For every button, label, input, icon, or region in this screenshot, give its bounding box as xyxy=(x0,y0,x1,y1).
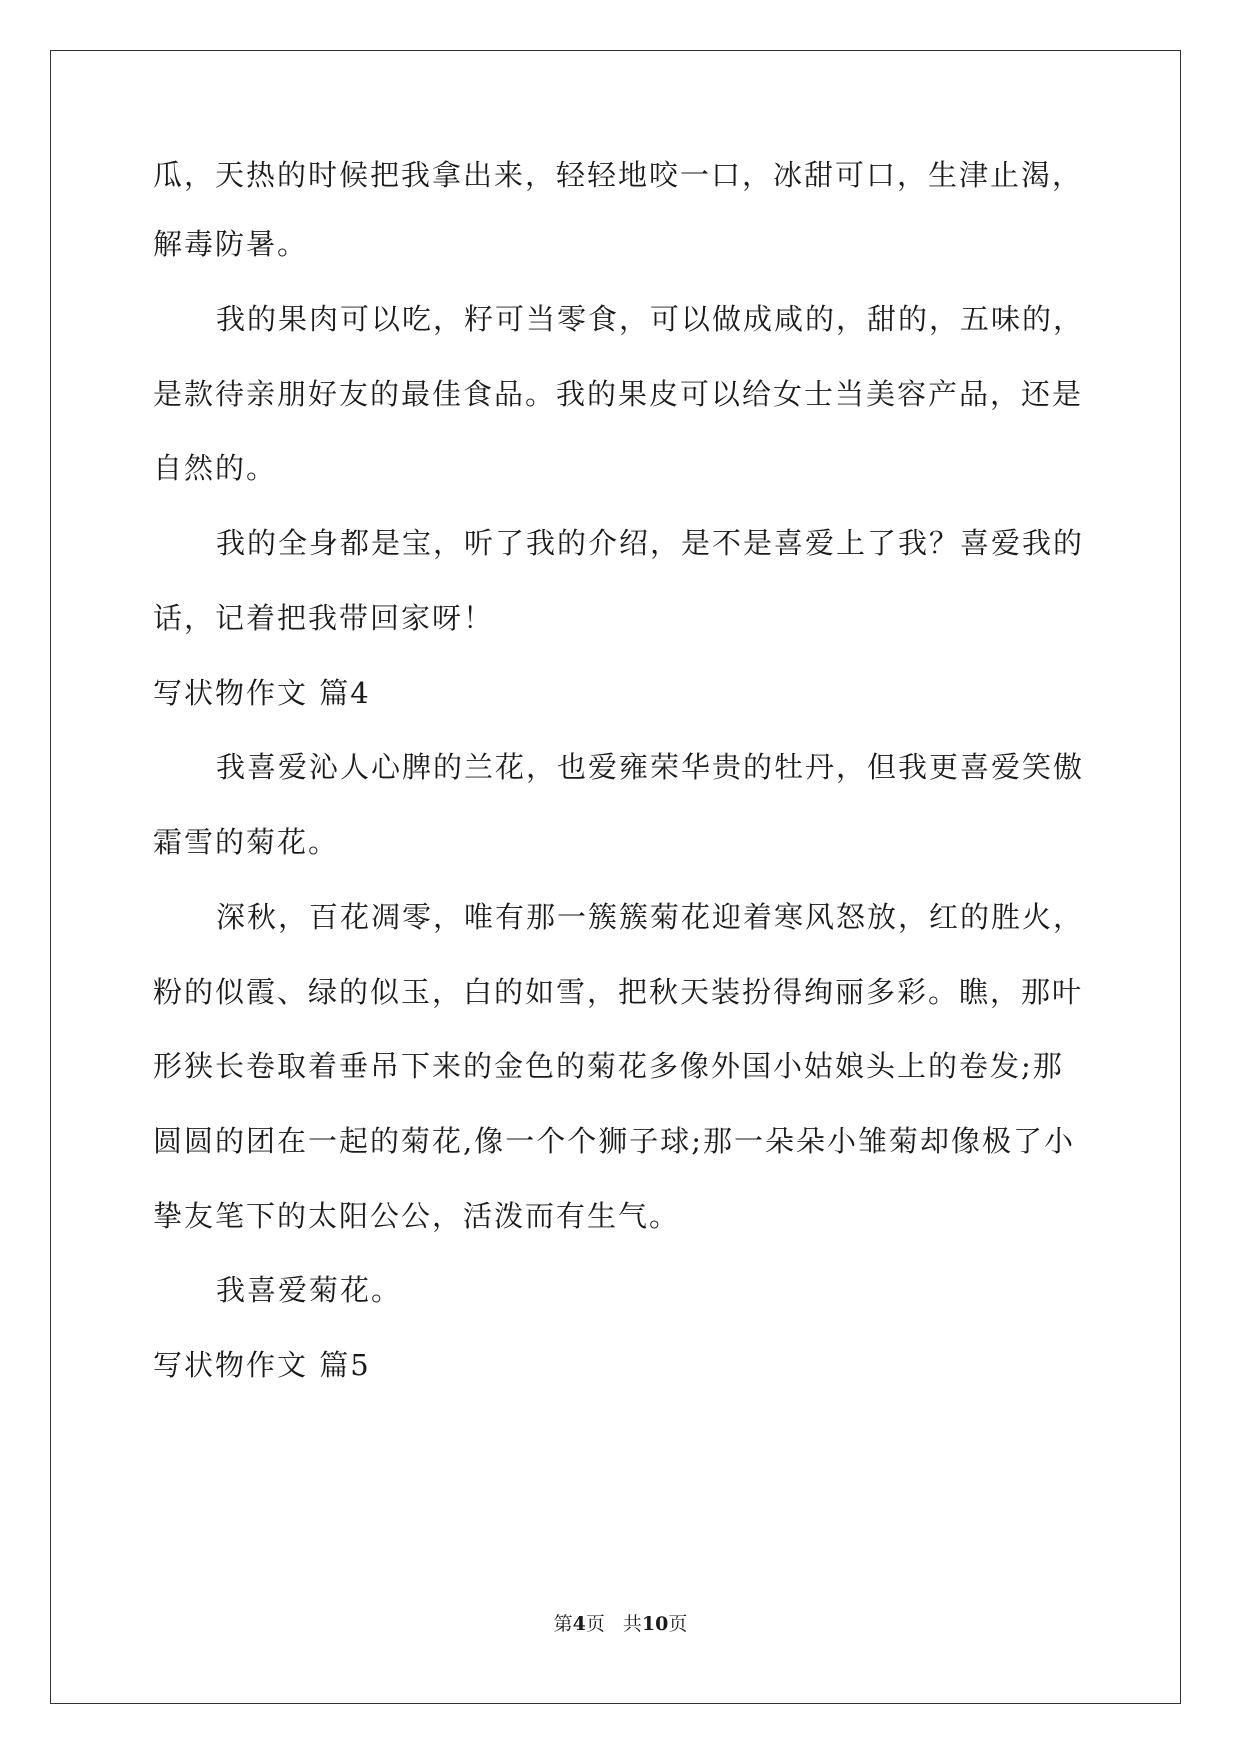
total-prefix: 共 xyxy=(622,1613,642,1635)
paragraph-line: 圆圆的团在一起的菊花,像一个个狮子球;那一朵朵小雏菊却像极了小 xyxy=(153,1124,1075,1158)
page-prefix: 第 xyxy=(553,1613,573,1635)
paragraph-line: 粉的似霞、绿的似玉，白的如雪，把秋天装扮得绚丽多彩。瞧，那叶 xyxy=(153,975,1084,1009)
paragraph-line: 解毒防暑。 xyxy=(153,227,309,261)
page-suffix: 页 xyxy=(585,1613,605,1635)
paragraph-line: 深秋，百花凋零，唯有那一簇簇菊花迎着寒风怒放，红的胜火， xyxy=(216,900,1085,934)
paragraph-line: 瓜，天热的时候把我拿出来，轻轻地咬一口，冰甜可口，生津止渴， xyxy=(153,158,1084,192)
paragraph-line: 挚友笔下的太阳公公，活泼而有生气。 xyxy=(153,1199,681,1233)
section-heading: 写状物作文 篇5 xyxy=(153,1348,371,1382)
paragraph-line: 霜雪的菊花。 xyxy=(153,825,340,859)
paragraph-line: 话，记着把我带回家呀！ xyxy=(153,601,495,635)
paragraph-line: 我喜爱沁人心脾的兰花，也爱雍荣华贵的牡丹，但我更喜爱笑傲 xyxy=(216,750,1085,784)
page-number: 4 xyxy=(572,1613,586,1635)
paragraph-line: 是款待亲朋好友的最佳食品。我的果皮可以给女士当美容产品，还是 xyxy=(153,377,1084,411)
paragraph-line: 我喜爱菊花。 xyxy=(216,1273,403,1307)
total-suffix: 页 xyxy=(668,1613,688,1635)
section-heading: 写状物作文 篇4 xyxy=(153,676,371,710)
paragraph-line: 我的果肉可以吃，籽可当零食，可以做成咸的，甜的，五味的， xyxy=(216,302,1085,336)
page-border xyxy=(50,50,1181,1704)
paragraph-line: 我的全身都是宝，听了我的介绍，是不是喜爱上了我？喜爱我的 xyxy=(216,526,1085,560)
paragraph-line: 形狭长卷取着垂吊下来的金色的菊花多像外国小姑娘头上的卷发;那 xyxy=(153,1049,1064,1083)
paragraph-line: 自然的。 xyxy=(153,451,278,485)
page-footer xyxy=(0,1612,1241,1636)
page-total: 10 xyxy=(641,1613,669,1635)
